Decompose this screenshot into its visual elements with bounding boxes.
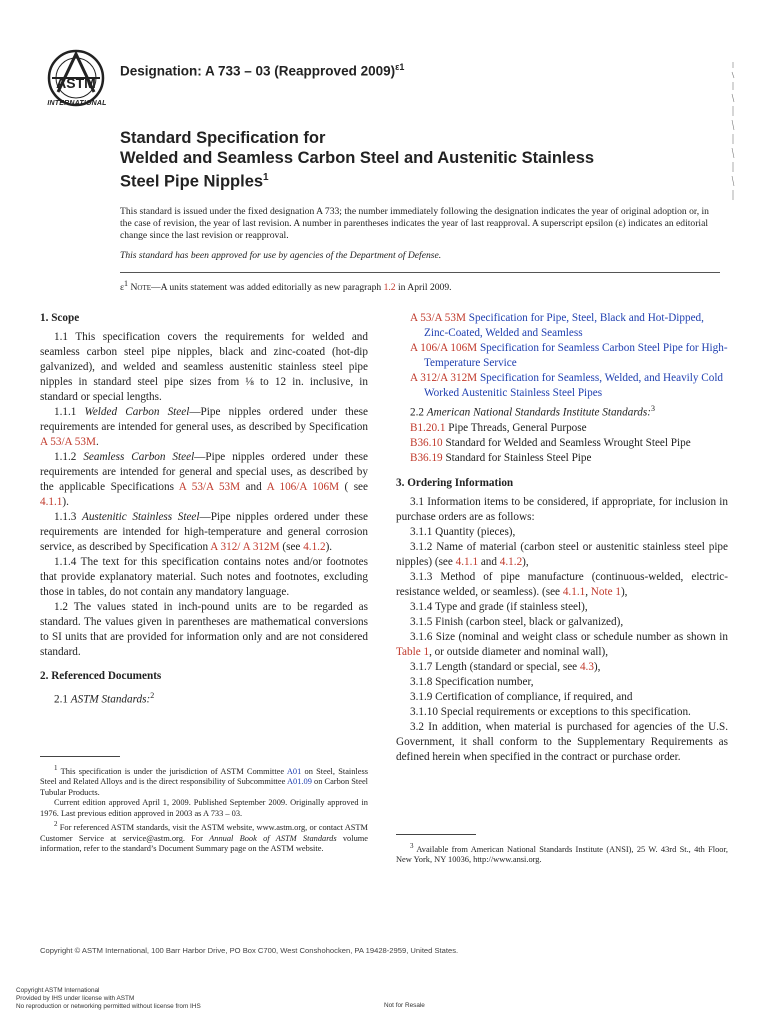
para-num: 2.1	[54, 693, 71, 706]
ref-code-a53[interactable]: A 53/A 53M	[410, 312, 466, 324]
copyright-line: Copyright © ASTM International, 100 Barr Harbor Drive, PO Box C700, West Conshohocken, PA 19428-2959, United States.	[40, 946, 459, 955]
designation-sup: ε1	[395, 62, 405, 72]
note-suffix: in April 2009.	[395, 282, 452, 294]
para-num: 1.1.2	[54, 451, 84, 463]
title-footnote-ref: 1	[263, 172, 269, 183]
para-1-1-3: 1.1.3 Austenitic Stainless Steel—Pipe nipples ordered under these requirements are intended for high-temperature and general corrosion service, as described by Specification A 312/ A 312M (see 4.1.2).	[40, 511, 368, 553]
para-text: 3.1.3 Method of pipe manufacture (continuous-welded, electric-resistance welded, or seamless). (see	[396, 570, 728, 598]
approved-statement: This standard has been approved for use by agencies of the Department of Defense.	[120, 250, 442, 261]
para-3-2: 3.2 In addition, when material is purchased for agencies of the U.S. Government, it shall conform to the Supplementary Requirements as defined herein when specified in the contract or purchase order.	[396, 720, 728, 763]
fn-sup: 3	[410, 842, 414, 850]
para-num: 1.1.3	[54, 511, 82, 523]
fn-text: on Steel, Stainless Steel and Related Alloys and is the direct responsibility of Subcommittee	[40, 766, 368, 787]
license-line-2: Provided by IHS under license with ASTM	[16, 995, 135, 1003]
para-3-1-5: 3.1.5 Finish (carbon steel, black or galvanized),	[410, 615, 624, 628]
section-1-heading: 1. Scope	[40, 312, 80, 324]
section-2-heading: 2. Referenced Documents	[40, 670, 162, 682]
ref-a106	[396, 341, 728, 371]
para-num: 1.1.1	[54, 406, 85, 418]
para-text: ),	[620, 585, 628, 598]
para-3-1-10: 3.1.10 Special requirements or exceptions to this specification.	[410, 705, 691, 718]
ref-title: Pipe Threads, General Purpose	[445, 421, 587, 434]
note-epsilon: ε	[120, 282, 125, 294]
editorial-note	[120, 278, 720, 294]
para-text: ),	[522, 555, 529, 568]
para-italic: Welded Carbon Steel	[84, 406, 190, 418]
designation	[120, 62, 404, 79]
ref-link-4-1-2[interactable]: 4.1.2	[303, 541, 326, 553]
document-title	[120, 128, 720, 192]
footnote-ref-2: 2	[150, 691, 155, 700]
footnote-2	[40, 819, 368, 854]
para-text: —Pipe nipples ordered under these requirements are intended for high-temperature and general corrosion service, as described by Specification	[40, 511, 368, 553]
note-text: —A units statement was added editorially as new paragraph	[150, 282, 384, 294]
fn-text: Available from American National Standards Institute (ANSI), 25 W. 43rd St., 4th Floor, New York, NY 10036, http://www.ansi.org.	[396, 844, 728, 865]
para-italic: American National Standards Institute Standards:	[426, 406, 651, 419]
note-label: Note	[130, 282, 151, 294]
para-3-1-4: 3.1.4 Type and grade (if stainless steel),	[410, 600, 588, 613]
ref-a53	[396, 311, 728, 341]
para-text: 3.1.2 Name of material (carbon steel or austenitic stainless steel pipe nipples) (see	[396, 540, 728, 568]
ref-title: Standard for Stainless Steel Pipe	[442, 451, 592, 464]
ref-link-4-3[interactable]: 4.3	[579, 660, 594, 673]
para-3-1-3	[396, 570, 728, 600]
fn-sup: 1	[54, 764, 58, 772]
ref-link-4-1-1[interactable]: 4.1.1	[455, 555, 479, 568]
para-num: 2.2	[410, 406, 427, 419]
committee-link[interactable]: A01	[286, 766, 302, 776]
footnote-1	[40, 763, 368, 798]
footnote-1-current: Current edition approved April 1, 2009. Published September 2009. Originally approved in 1976. Last previous edition approved in 2003 as A 733 – 03.	[40, 798, 368, 818]
para-text: ( see	[339, 481, 368, 493]
logo-text: ASTM	[56, 75, 96, 91]
para-3-1: 3.1 Information items to be considered, if appropriate, for inclusion in purchase orders are as follows:	[396, 495, 728, 523]
ref-a312	[396, 371, 728, 401]
ref-link-note-1[interactable]: Note 1	[590, 585, 621, 598]
section-3-heading: 3. Ordering Information	[396, 476, 514, 489]
ref-title: Standard for Welded and Seamless Wrought Steel Pipe	[442, 436, 691, 449]
ref-b36-19	[396, 451, 728, 466]
ref-link-4-1-2[interactable]: 4.1.2	[499, 555, 523, 568]
para-3-1-1: 3.1.1 Quantity (pieces),	[410, 525, 516, 538]
para-2-1	[40, 688, 368, 708]
ref-b36-10	[396, 436, 728, 451]
ref-title-a106[interactable]: Specification for Seamless Carbon Steel Pipe for High-Temperature Service	[424, 342, 728, 369]
para-text: —Pipe nipples ordered under these requirements are intended for general and special uses, as described by the applicable Specifications	[40, 451, 368, 493]
ref-link-4-1-1[interactable]: 4.1.1	[40, 496, 63, 508]
para-2-2	[396, 401, 728, 421]
designation-text: Designation: A 733 – 03 (Reapproved 2009)	[120, 63, 396, 79]
ref-link-a106[interactable]: A 106/A 106M	[266, 481, 340, 493]
logo-subtitle: INTERNATIONAL	[47, 100, 107, 107]
ref-title-a312[interactable]: Specification for Seamless, Welded, and Heavily Cold Worked Austenitic Stainless Steel Pipes	[424, 372, 724, 399]
ref-link-a312[interactable]: A 312/ A 312M	[210, 541, 280, 553]
ref-code-b36-19[interactable]: B36.19	[410, 451, 443, 464]
para-text: —Pipe nipples ordered under these requirements are intended for general uses, as described by Specification	[40, 406, 368, 433]
footnotes-right	[396, 841, 728, 866]
para-1-1-2: 1.1.2 Seamless Carbon Steel—Pipe nipples ordered under these requirements are intended for general and special uses, as described by the applicable Specifications A 53/A 53M and A 106/A 106M ( see 4.1.1).	[40, 451, 368, 508]
fn-text: volume information, refer to the standard’s Document Summary page on the ASTM website.	[40, 833, 368, 854]
para-italic: Seamless Carbon Steel	[83, 451, 195, 463]
ref-title-a53[interactable]: Specification for Pipe, Steel, Black and Hot-Dipped, Zinc-Coated, Welded and Seamless	[424, 312, 704, 339]
para-text: (see	[279, 541, 304, 553]
ref-code-a312[interactable]: A 312/A 312M	[410, 372, 478, 384]
footnote-rule-left	[40, 756, 120, 757]
subcommittee-link[interactable]: A01.09	[286, 777, 312, 787]
note-sup: 1	[124, 279, 129, 288]
fn-sup: 2	[54, 820, 58, 829]
para-3-1-2	[396, 540, 728, 570]
para-1-1: 1.1 This specification covers the requirements for welded and seamless carbon steel pipe nipples, black and zinc-coated (hot-dip galvanized), and welded and seamless austenitic stainless steel pipe nipples in standard steel pipe sizes from ⅛ to 12 in. inclusive, in standard or special lengths.	[40, 331, 368, 403]
footnote-3	[396, 841, 728, 866]
right-column	[396, 311, 728, 765]
para-3-1-7	[396, 660, 728, 675]
para-text: and	[478, 555, 500, 568]
para-3-1-8: 3.1.8 Specification number,	[410, 675, 534, 688]
para-1-2: 1.2 The values stated in inch-pound units are to be regarded as standard. The values given in parentheses are mathematical conversions to SI units that are provided for information only and are not considered standard.	[40, 601, 368, 658]
license-line-1: Copyright ASTM International	[16, 987, 100, 994]
para-text: 3.1.7 Length (standard or special, see	[410, 660, 580, 673]
fn-italic: Annual Book of ASTM Standards	[209, 833, 337, 843]
side-stamp-icon	[728, 60, 738, 210]
fn-text: on Carbon Steel Tubular Products.	[40, 777, 368, 797]
fn-text: For referenced ASTM standards, visit the ASTM website, www.astm.org, or contact ASTM Customer Service at service@astm.org. For	[40, 823, 368, 843]
intro-divider	[120, 272, 720, 273]
footnote-ref-3: 3	[650, 404, 655, 413]
ref-link-table-1[interactable]: Table 1	[396, 645, 430, 658]
ref-link-a53[interactable]: A 53/A 53M	[178, 481, 241, 493]
ref-code-b1-20-1[interactable]: B1.20.1	[410, 421, 446, 434]
ref-link-a53[interactable]: A 53/A 53M	[40, 436, 96, 448]
left-column	[40, 311, 368, 708]
title-line-3-text: Steel Pipe Nipples	[120, 172, 264, 191]
para-italic: Austenitic Stainless Steel	[82, 511, 200, 523]
ref-code-b36-10[interactable]: B36.10	[410, 436, 443, 449]
footnotes-left	[40, 763, 368, 855]
para-italic: ASTM Standards:	[70, 693, 151, 706]
license-block	[16, 987, 201, 1012]
para-3-1-6	[396, 630, 728, 660]
para-text: , or outside diameter and nominal wall),	[429, 645, 609, 658]
note-link[interactable]: 1.2	[383, 282, 396, 294]
para-text: and	[240, 481, 267, 493]
issued-statement: This standard is issued under the fixed designation A 733; the number immediately following the designation indicates the year of original adoption or, in the case of revision, the year of last revision. A number in parentheses indicates the year of last reapproval. A superscript epsilon (ε) indicates an editorial change since the last revision or reapproval.	[120, 206, 709, 241]
license-line-3: No reproduction or networking permitted without license from IHS	[16, 1003, 201, 1011]
ref-b1-20-1	[396, 421, 728, 436]
ref-link-4-1-1[interactable]: 4.1.1	[562, 585, 586, 598]
footnote-rule-right	[396, 834, 476, 835]
para-3-1-9: 3.1.9 Certification of compliance, if required, and	[410, 690, 633, 703]
intro-block	[120, 206, 720, 294]
para-1-1-4: 1.1.4 The text for this specification contains notes and/or footnotes that provide explanatory material. Such notes and footnotes, excluding those in tables, do not contain any mandatory language.	[40, 556, 368, 598]
para-text: ),	[593, 660, 601, 673]
ref-code-a106[interactable]: A 106/A 106M	[410, 342, 478, 354]
fn-text: This specification is under the jurisdiction of ASTM Committee	[57, 766, 287, 776]
title-line-2: Welded and Seamless Carbon Steel and Austenitic Stainless	[120, 149, 595, 167]
para-text: 3.1.6 Size (nominal and weight class or schedule number as shown in	[410, 630, 728, 643]
title-line-1: Standard Specification for	[120, 129, 326, 147]
not-for-resale: Not for Resale	[384, 1002, 425, 1009]
para-text: ,	[585, 585, 591, 598]
title-line-3	[120, 168, 720, 192]
para-1-1-1: 1.1.1 Welded Carbon Steel—Pipe nipples ordered under these requirements are intended for general uses, as described by Specification A 53/A 53M.	[40, 406, 368, 448]
